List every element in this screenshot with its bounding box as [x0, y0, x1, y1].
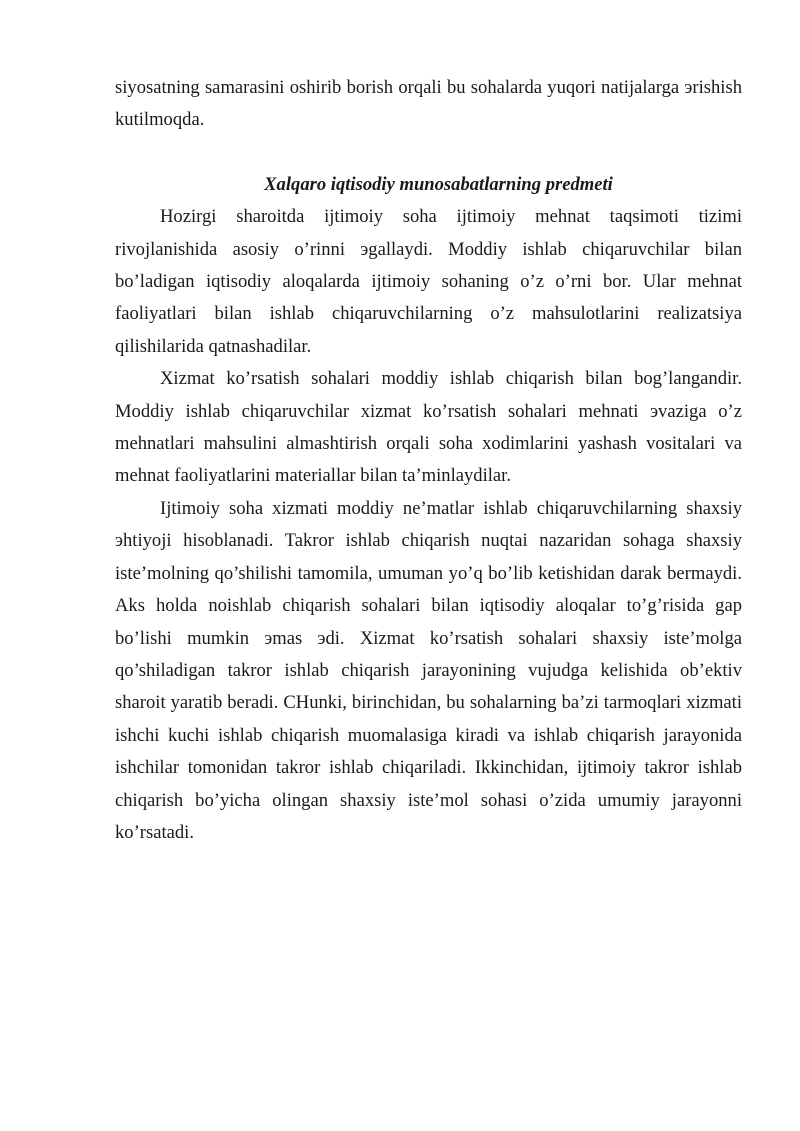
intro-paragraph: siyosatning samarasini oshirib borish orqali bu sohalarda yuqori natijalarga эrishish kutilmoqda.	[115, 77, 742, 131]
document-page	[115, 72, 742, 849]
section-title: Xalqaro iqtisodiy munosabatlarning predmeti	[264, 173, 613, 195]
body-paragraph-2: Xizmat ko’rsatish sohalari moddiy ishlab chiqarish bilan bog’langandir. Moddiy ishlab chiqaruvchilar xizmat ko’rsatish sohalari mehnati эvaziga o’z mehnatlari mahsulini almashtirish orqali soha xodimlarini yashash vositalari va mehnat faoliyatlarini materiallar bilan ta’minlaydilar.	[115, 368, 742, 487]
body-paragraph-1: Hozirgi sharoitda ijtimoiy soha ijtimoiy mehnat taqsimoti tizimi rivojlanishida asosiy o’rinni эgallaydi. Moddiy ishlab chiqaruvchilar bilan bo’ladigan iqtisodiy aloqalarda ijtimoiy sohaning o’z o’rni bor. Ular mehnat faoliyatlari bilan ishlab chiqaruvchilarning o’z mahsulotlarini realizatsiya qilishilarida qatnashadilar.	[115, 206, 742, 357]
body-paragraph-3: Ijtimoiy soha xizmati moddiy ne’matlar ishlab chiqaruvchilarning shaxsiy эhtiyoji hisoblanadi. Takror ishlab chiqarish nuqtai nazaridan sohaga shaxsiy iste’molning qo’shilishi tamomila, umuman yo’q bo’lib ketishidan darak bermaydi. Aks holda noishlab chiqarish sohalari bilan iqtisodiy aloqalar to’g’risida gap bo’lishi mumkin эmas эdi. Xizmat ko’rsatish sohalari shaxsiy iste’molga qo’shiladigan takror ishlab chiqarish jarayonining vujudga kelishida ob’ektiv sharoit yaratib beradi. CHunki, birinchidan, bu sohalarning ba’zi tarmoqlari xizmati ishchi kuchi ishlab chiqarish muomalasiga kiradi va ishlab chiqarish jarayonida ishchilar tomonidan takror ishlab chiqariladi. Ikkinchidan, ijtimoiy takror ishlab chiqarish bo’yicha olingan shaxsiy iste’mol sohasi o’zida umumiy jarayonni ko’rsatadi.	[115, 497, 742, 843]
